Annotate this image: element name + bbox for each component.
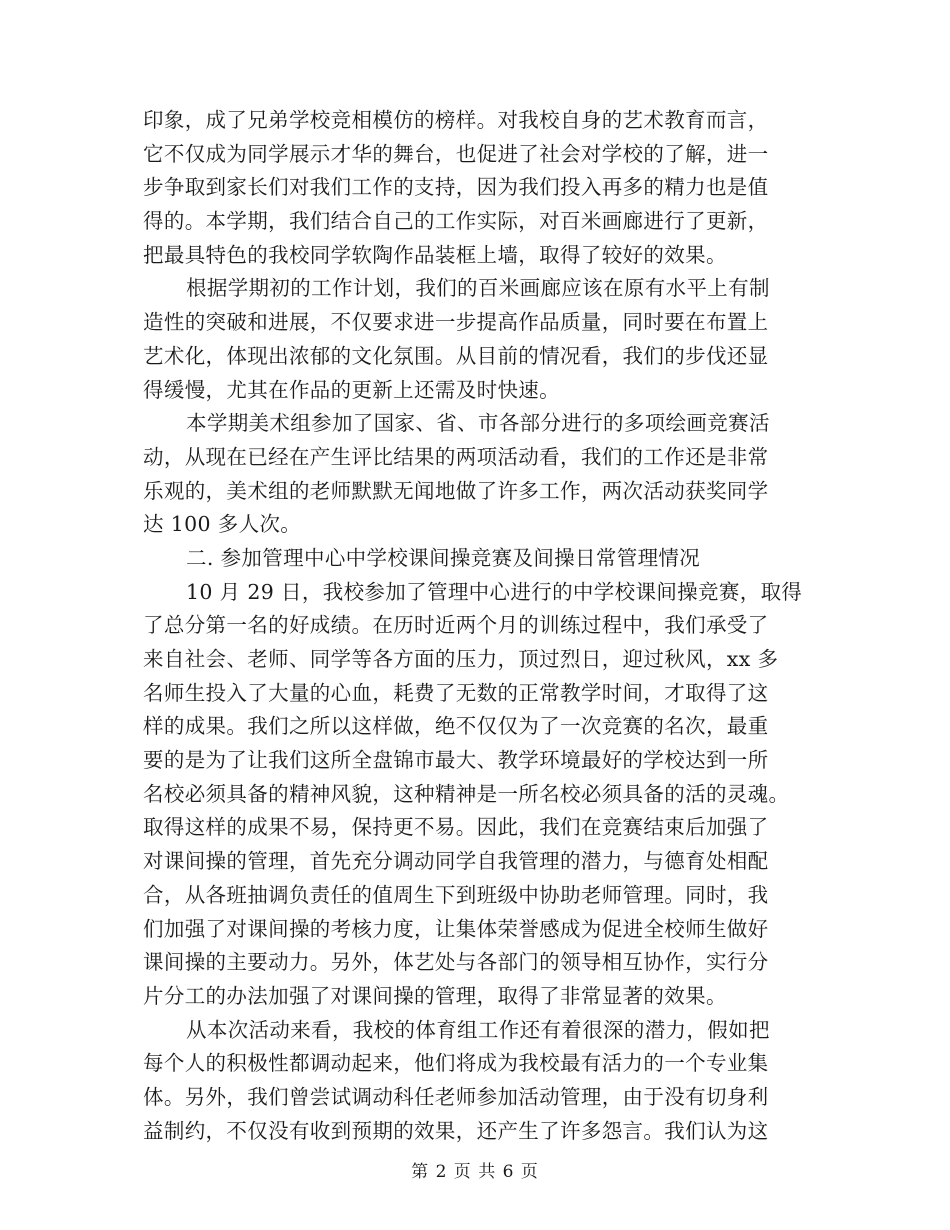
page-footer: 第 2 页 共 6 页 xyxy=(411,1162,539,1182)
body-text xyxy=(143,104,808,1148)
text-line: 们加强了对课间操的考核力度，让集体荣誉感成为促进全校师生做好 xyxy=(143,916,769,941)
text-line: 片分工的办法加强了对课间操的管理，取得了非常显著的效果。 xyxy=(143,983,727,1008)
text-line: 了总分第一名的好成绩。在历时近两个月的训练过程中，我们承受了 xyxy=(143,613,769,638)
text-line: 得缓慢，尤其在作品的更新上还需及时快速。 xyxy=(143,377,560,402)
text-line: 步争取到家长们对我们工作的支持，因为我们投入再多的精力也是值 xyxy=(143,175,769,200)
text-line: 合，从各班抽调负责任的值周生下到班级中协助老师管理。同时，我 xyxy=(143,882,769,907)
text-line: 它不仅成为同学展示才华的舞台，也促进了社会对学校的了解，进一 xyxy=(143,141,769,166)
text-line: 印象，成了兄弟学校竞相模仿的榜样。对我校自身的艺术教育而言， xyxy=(143,108,769,132)
text-line: 根据学期初的工作计划，我们的百米画廊应该在原有水平上有制 xyxy=(186,276,770,301)
text-line: 造性的突破和进展，不仅要求进一步提高作品质量，同时要在布置上 xyxy=(143,310,769,335)
text-line: 名师生投入了大量的心血，耗费了无数的正常教学时间，才取得了这 xyxy=(143,680,769,705)
text-line: 名校必须具备的精神风貌，这种精神是一所名校必须具备的活的灵魂。 xyxy=(143,781,790,806)
text-line: 二. 参加管理中心中学校课间操竞赛及间操日常管理情况 xyxy=(186,545,701,570)
text-line: 动，从现在已经在产生评比结果的两项活动看，我们的工作还是非常 xyxy=(143,444,769,469)
text-line: 把最具特色的我校同学软陶作品装框上墙，取得了较好的效果。 xyxy=(143,242,727,267)
text-line: 对课间操的管理，首先充分调动同学自我管理的潜力，与德育处相配 xyxy=(143,849,769,874)
text-line: 取得这样的成果不易，保持更不易。因此，我们在竞赛结束后加强了 xyxy=(143,815,769,840)
text-line: 得的。本学期，我们结合自己的工作实际，对百米画廊进行了更新， xyxy=(143,209,769,234)
text-line: 乐观的，美术组的老师默默无闻地做了许多工作，两次活动获奖同学 xyxy=(143,478,769,503)
text-line: 来自社会、老师、同学等各方面的压力，顶过烈日，迎过秋风，xx 多 xyxy=(143,647,779,671)
text-line: 本学期美术组参加了国家、省、市各部分进行的多项绘画竞赛活 xyxy=(186,411,770,436)
text-line: 要的是为了让我们这所全盘锦市最大、教学环境最好的学校达到一所 xyxy=(143,748,769,773)
text-line: 10 月 29 日，我校参加了管理中心进行的中学校课间操竞赛，取得 xyxy=(186,579,803,604)
text-line: 课间操的主要动力。另外，体艺处与各部门的领导相互协作，实行分 xyxy=(143,950,769,975)
text-line: 从本次活动来看，我校的体育组工作还有着很深的潜力，假如把 xyxy=(186,1017,770,1042)
text-line: 达 100 多人次。 xyxy=(143,512,302,537)
text-line: 艺术化，体现出浓郁的文化氛围。从目前的情况看，我们的步伐还显 xyxy=(143,343,769,368)
text-line: 体。另外，我们曾尝试调动科任老师参加活动管理，由于没有切身利 xyxy=(143,1084,769,1109)
text-line: 益制约，不仅没有收到预期的效果，还产生了许多怨言。我们认为这 xyxy=(143,1118,769,1143)
text-line: 每个人的积极性都调动起来，他们将成为我校最有活力的一个专业集 xyxy=(143,1051,769,1076)
text-line: 样的成果。我们之所以这样做，绝不仅仅为了一次竞赛的名次，最重 xyxy=(143,714,769,739)
